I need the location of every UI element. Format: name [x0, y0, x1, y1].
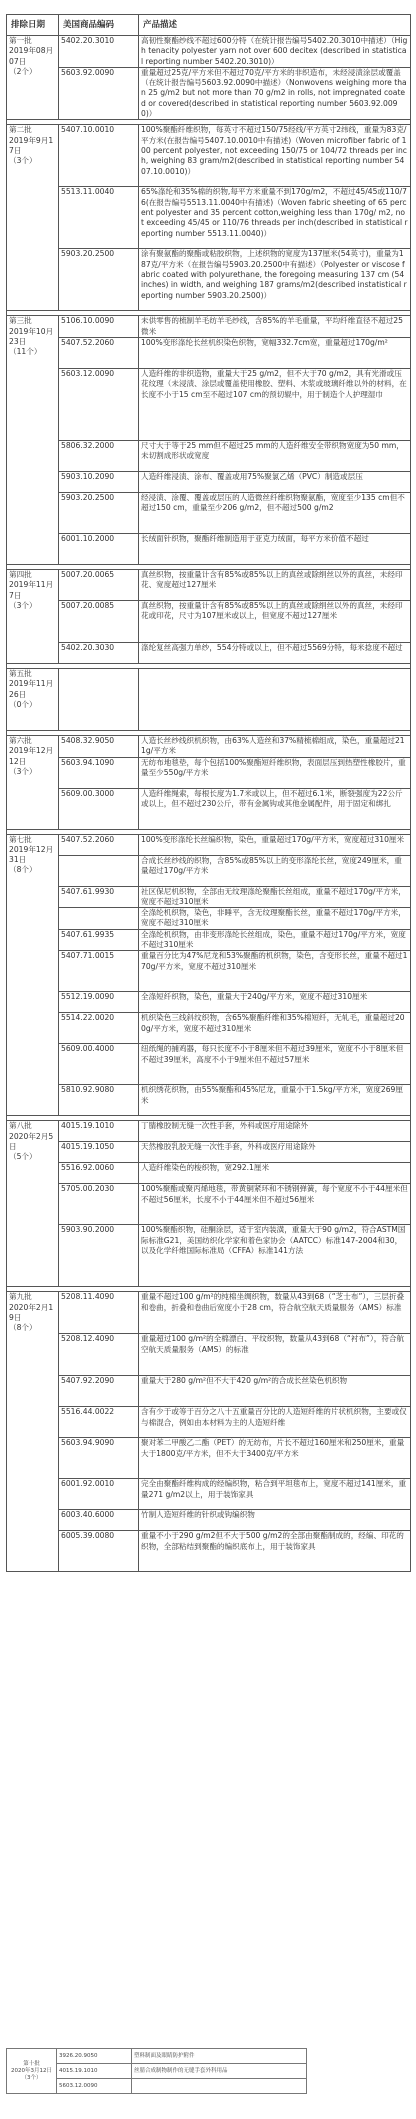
commodity-code: 5810.92.9080 [59, 1085, 139, 1116]
product-description: 机织染色三线斜纹织物，含65%聚酯纤维和35%棉短纤，无轧毛，重量超过200g/平方米，宽度不超过310厘米 [139, 1013, 411, 1044]
product-description: 重量超过25克/平方米但不超过70克/平方米的非织造布，未经浸渍涂层或覆盖（在统计报告编号5603.92.0090中描述）（Nonwovens weighing more than 25 g/m2 but not more than 70 g/m2 in rolls, not impregnated coated or covered(described in statistical reporting number 5603.92.0090)） [139, 67, 411, 119]
product-description [132, 2079, 307, 2094]
table-row [7, 368, 411, 440]
commodity-code: 5402.20.3010 [59, 36, 139, 68]
table-body [7, 36, 411, 1572]
table-row [7, 36, 411, 68]
batch-label: 第七批 2019年12月31日 （8个） [7, 834, 59, 1116]
product-description: 聚对苯二甲酸乙二酯（PET）的无纺布，片长不超过160厘米和250厘米，重量大于1800克/平方米，但不大于3400克/平方米 [139, 1438, 411, 1479]
table-row [7, 1184, 411, 1225]
commodity-code: 5609.00.3000 [59, 788, 139, 829]
table-row [7, 1376, 411, 1407]
table-row [7, 642, 411, 663]
product-description: 重量不小于290 g/m2但不大于500 g/m2的全部由聚酯制成的，经编、印花的织物，全部粘结到聚酯的编织底布上，用于装饰家具 [139, 1531, 411, 1572]
table-row [7, 471, 411, 492]
table-row [7, 1479, 411, 1510]
commodity-code: 5705.00.2030 [59, 1184, 139, 1225]
commodity-code: 5603.12.0090 [57, 2079, 132, 2094]
commodity-code: 5603.92.0090 [59, 67, 139, 119]
product-description: 重量百分比为47%尼龙和53%聚酯的机织物，染色，含变形长丝，重量不超过170g/平方米，宽度不超过310厘米 [139, 951, 411, 992]
table-row [7, 668, 411, 730]
commodity-code: 4015.19.1010 [59, 1121, 139, 1142]
batch-label: 第十批 2020年3月12日 （3个） [7, 2049, 57, 2094]
commodity-code: 6005.39.0080 [59, 1531, 139, 1572]
table-row [7, 1013, 411, 1044]
batch-label: 第二批 2019年9月17日 （3个） [7, 125, 59, 311]
product-description: 涤纶复丝高强力单纱，554分特或以上，但不超过5569分特，每米捻度不超过 [139, 642, 411, 663]
commodity-code: 5513.11.0040 [59, 187, 139, 249]
batch-label: 第四批 2019年11月7日 （3个） [7, 569, 59, 663]
table-row [7, 249, 411, 311]
table-row [7, 1531, 411, 1572]
table-row [7, 1510, 411, 1531]
product-description: 100%变形涤纶长丝机织染色织物，宽幅332.7cm宽，重量超过170g/m² [139, 337, 411, 368]
commodity-code: 5903.90.2000 [59, 1225, 139, 1287]
commodity-code: 6001.10.2000 [59, 533, 139, 564]
table-row [7, 908, 411, 930]
commodity-code [59, 855, 139, 886]
commodity-code: 5407.61.9935 [59, 929, 139, 951]
commodity-code: 5603.12.0090 [59, 368, 139, 440]
commodity-code [59, 908, 139, 930]
commodity-code: 5806.32.2000 [59, 440, 139, 471]
table-row [7, 757, 411, 788]
commodity-code: 5408.32.9050 [59, 735, 139, 757]
commodity-code: 5407.10.0010 [59, 125, 139, 187]
product-description: 含有少于或等于百分之八十五重量百分比的人造短纤维的片状机织物，主要或仅与棉混合，例如由本材料为主的人造短纤维 [139, 1407, 411, 1438]
table-row [7, 929, 411, 951]
table-row [7, 1225, 411, 1287]
batch-label: 第六批 2019年12月12日 （3个） [7, 735, 59, 829]
batch-label: 第三批 2019年10月23日 （11个） [7, 316, 59, 565]
table-row [7, 1163, 411, 1184]
product-description: 全涤纶机织物，由非变形涤纶长丝组成，染色，重量不超过170g/平方米，宽度不超过310厘米 [139, 929, 411, 951]
product-description: 塑料制面及眼睛防护附件 [132, 2049, 307, 2064]
header-batch-date: 排除日期 [7, 15, 59, 36]
table-row [7, 834, 411, 855]
commodity-code: 5407.92.2090 [59, 1376, 139, 1407]
product-description: 真丝织物，按重量计含有85%或85%以上的真丝或除绢丝以外的真丝，未经印花、宽度超过127厘米 [139, 569, 411, 600]
table-row [7, 600, 411, 642]
table-row [7, 187, 411, 249]
product-description: 完全由聚酯纤维构成的经编织物，粘合到平坦毯布上，宽度不超过141厘米，重量271 g/m2以上，用于装饰家具 [139, 1479, 411, 1510]
product-description: 全涤短纤织物，染色，重量大于240g/平方米，宽度不超过310厘米 [139, 992, 411, 1013]
commodity-code: 5609.00.4000 [59, 1044, 139, 1085]
batch-label: 第一批 2019年08月07日 （2个） [7, 36, 59, 120]
table-row [7, 533, 411, 564]
commodity-code: 5208.12.4090 [59, 1334, 139, 1376]
commodity-code: 5407.52.2060 [59, 834, 139, 855]
product-description: 长绒面针织物，聚酯纤维制造用于亚克力绒面，每平方米价值不超过 [139, 533, 411, 564]
table-header-row [7, 15, 411, 36]
table-row [7, 316, 411, 338]
product-description: 人造纤维的非织造物，重量大于25 g/m2，但不大于70 g/m2，具有光滑或压花纹理（未浸渍、涂层或覆盖使用橡胶、塑料、木浆或玻璃纤维以外的材料，在长度不小于15 cm至不超过107 cm的预切辊中，用于制造个人护理湿巾 [139, 368, 411, 440]
commodity-code: 5903.10.2090 [59, 471, 139, 492]
product-description: 重量超过100 g/m²的全棉漂白、平纹织物，数量从43到68（“衬布”），符合航空航天质量服务（AMS）的标准 [139, 1334, 411, 1376]
commodity-code: 5407.61.9930 [59, 886, 139, 908]
commodity-code: 5402.20.3030 [59, 642, 139, 663]
product-description: 丝腈合成制物制作的无缝手套外科用品 [132, 2064, 307, 2079]
product-description: 纽纸绳的捕鸡器，每只长度不小于8厘米但不超过39厘米，宽度不小于8厘米但不超过39厘米，高度不小于9厘米但不超过57厘米 [139, 1044, 411, 1085]
header-us-code: 美国商品编码 [59, 15, 139, 36]
commodity-code: 5407.52.2060 [59, 337, 139, 368]
table-row [7, 855, 411, 886]
batch-label: 第五批 2019年11月26日 （0个） [7, 668, 59, 730]
product-description: 高韧性聚酯纱线不超过600分特（在统计报告编号5402.20.3010中描述）（High tenacity polyester yarn not over 600 decitex (described in statistical reporting number 5402.20.3010)） [139, 36, 411, 68]
product-description: 无纺布地毯垫，每个包括100%聚酯短纤维织物，表面层压到热塑性橡胶片，重量至少550g/平方米 [139, 757, 411, 788]
commodity-code: 5903.20.2500 [59, 249, 139, 311]
product-description: 机织绣花织物，由55%聚酯和45%尼龙，重量小于1.5kg/平方米，宽度269厘米 [139, 1085, 411, 1116]
table-row [7, 1407, 411, 1438]
commodity-code: 3926.20.9050 [57, 2049, 132, 2064]
product-description: 100%聚酯纤维织物，每英寸不超过150/75经线/平方英寸2纬线，重量为83克/平方米(在报告编号5407.10.0010中有描述)（Woven microfiber fabric of 100 percent polyester, not exceeding 150/75 or 104/72 threads per inch, weighing 83 gram/m2(described in statistical reporting number 5407.10.0010)） [139, 125, 411, 187]
product-description: 重量大于280 g/m²但不大于420 g/m²的合成长丝染色机织物 [139, 1376, 411, 1407]
commodity-code: 5603.94.9090 [59, 1438, 139, 1479]
commodity-code [59, 668, 139, 730]
commodity-code: 5516.44.0022 [59, 1407, 139, 1438]
product-description: 尺寸大于等于25 mm但不超过25 mm的人造纤维安全带织物宽度为50 mm，未切割成形状或宽度 [139, 440, 411, 471]
product-description [139, 668, 411, 730]
table-row [7, 1334, 411, 1376]
table-row [7, 992, 411, 1013]
table-row [7, 1142, 411, 1163]
commodity-code: 5903.20.2500 [59, 492, 139, 533]
batch-label: 第八批 2020年2月5日 （5个） [7, 1121, 59, 1287]
header-description: 产品描述 [139, 15, 411, 36]
product-description: 竹制人造短纤维的针织或钩编织物 [139, 1510, 411, 1531]
product-description: 未供零售的梳制羊毛纺羊毛纱线，含85%的羊毛重量，平均纤维直径不超过25微米 [139, 316, 411, 338]
commodity-code: 5007.20.0085 [59, 600, 139, 642]
product-description: 真丝织物，按重量计含有85%或85%以上的真丝或除绢丝以外的真丝，未经印花或印花，尺寸为107厘米或以上，但宽度不超过127厘米 [139, 600, 411, 642]
table-row [7, 1438, 411, 1479]
commodity-code: 4015.19.1050 [59, 1142, 139, 1163]
commodity-code: 5514.22.0020 [59, 1013, 139, 1044]
product-description: 100%聚酯或聚丙烯地毯，带黄铜紧环和不锈钢弹簧，每个宽度不小于44厘米但不超过56厘米，长度不小于44厘米但不超过56厘米 [139, 1184, 411, 1225]
commodity-code: 4015.19.1010 [57, 2064, 132, 2079]
table-row [7, 492, 411, 533]
table-row [7, 1044, 411, 1085]
table-row [7, 67, 411, 119]
product-description: 全涤纶机织物，染色，非睡平，含无纹理聚酯长丝，重量不超过170g/平方米，宽度不超过310厘米 [139, 908, 411, 930]
tenth-batch-body [7, 2049, 307, 2094]
table-row [7, 1121, 411, 1142]
commodity-code: 5007.20.0065 [59, 569, 139, 600]
exclusion-table [6, 14, 411, 1572]
commodity-code: 6003.40.6000 [59, 1510, 139, 1531]
product-description: 100%变形涤纶长丝编织物，染色，重量超过170g/平方米，宽度超过310厘米 [139, 834, 411, 855]
product-description: 100%聚酯织物，硅酮涂层，适于室内装潢，重量大于90 g/m2，符合ASTM国际标准G21，美国纺织化学家和着色家协会（AATCC）标准147-2004和30，以及化学纤维国际标准局（CFFA）标准141方法 [139, 1225, 411, 1287]
product-description: 丁腈橡胶制无缝一次性手套，外科或医疗用途除外 [139, 1121, 411, 1142]
product-description: 天然橡胶乳胶无缝一次性手套，外科或医疗用途除外 [139, 1142, 411, 1163]
product-description: 合成长丝纱线的织物，含85%或85%以上的变形涤纶长丝，宽度249厘米，重量超过170g/平方米 [139, 855, 411, 886]
table-row [7, 951, 411, 992]
product-description: 人造长丝纱线织机织物，由63%人造丝和37%精梳棉组成，染色，重量超过211g/平方米 [139, 735, 411, 757]
commodity-code: 5603.94.1090 [59, 757, 139, 788]
tenth-batch-table [6, 2048, 307, 2094]
product-description: 涂有聚氨酯的聚酯或粘胶织物，上述织物的宽度为137厘米(54英寸)，重量为187克/平方米（在报告编号5903.20.2500中有描述）（Polyester or viscose fabric coated with polyurethane, the foregoing measuring 137 cm (54 inches) in width, and weighing 187 grams/m2(described instatistical reporting number 5903.20.2500)） [139, 249, 411, 311]
table-row [7, 569, 411, 600]
product-description: 社区保尼机织物，全部由无纹理涤纶聚酯长丝组成，重量不超过170g/平方米，宽度不超过310厘米 [139, 886, 411, 908]
table-row [7, 125, 411, 187]
product-description: 65%涤纶和35%棉的织物,每平方米重量不到170g/m2，不超过45/45或110/76(在报告编号5513.11.0040中有描述)（Woven fabric sheeting of 65 percent polyester and 35 percent cotton,weighing less than 170g/ m2, not exceeding 45/45 or 110/76 threads per inch(described in statistical reporting number 5513.11.0040)） [139, 187, 411, 249]
commodity-code: 6001.92.0010 [59, 1479, 139, 1510]
table-row [7, 440, 411, 471]
product-description: 经浸渍、涂覆、覆盖或层压的人造微丝纤维织物聚氨酯，宽度至少135 cm但不超过150 cm，重量至少206 g/m2，但不超过500 g/m2 [139, 492, 411, 533]
table-row [7, 1085, 411, 1116]
batch-label: 第九批 2020年2月19日 （8个） [7, 1292, 59, 1572]
product-description: 重量不超过100 g/m²的纯棉坐绸织物，数量从43到68（“芝士布”），三层折叠和卷曲，折叠和卷曲后宽度小于28 cm，符合航空航天质量服务（AMS）标准 [139, 1292, 411, 1334]
commodity-code: 5208.11.4090 [59, 1292, 139, 1334]
table-row [7, 735, 411, 757]
product-description: 人造纤维绳索，每根长度为1.7米或以上，但不超过6.1米，断裂强度为22公斤或以上，但不超过230公斤，带有金属钩或其他金属配件，用于固定和绑扎 [139, 788, 411, 829]
table-row [7, 886, 411, 908]
table-row [7, 788, 411, 829]
table-row [7, 2049, 307, 2064]
commodity-code: 5512.19.0090 [59, 992, 139, 1013]
commodity-code: 5106.10.0090 [59, 316, 139, 338]
table-row [7, 1292, 411, 1334]
commodity-code: 5407.71.0015 [59, 951, 139, 992]
product-description: 人造纤维染色的梭织物，宽292.1厘米 [139, 1163, 411, 1184]
table-row [7, 337, 411, 368]
commodity-code: 5516.92.0060 [59, 1163, 139, 1184]
product-description: 人造纤维浸渍、涂布、覆盖或用75%聚氯乙烯（PVC）制造或层压 [139, 471, 411, 492]
